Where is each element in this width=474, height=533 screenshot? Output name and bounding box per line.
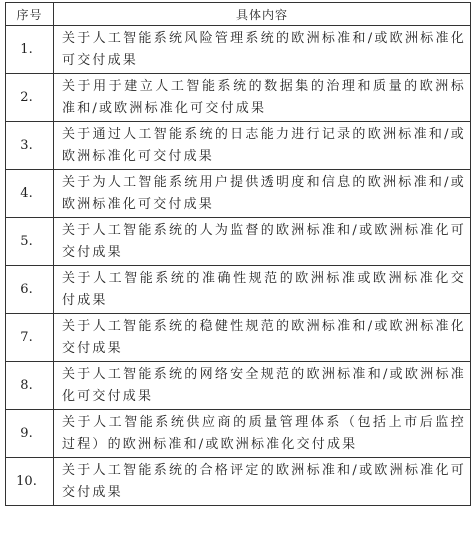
row-number: 1. — [6, 26, 54, 74]
row-number: 2. — [6, 74, 54, 122]
standards-table-container — [5, 2, 470, 506]
row-number: 3. — [6, 122, 54, 170]
row-content: 关于人工智能系统风险管理系统的欧洲标准和/或欧洲标准化可交付成果 — [54, 26, 471, 74]
row-content: 关于用于建立人工智能系统的数据集的治理和质量的欧洲标准和/或欧洲标准化可交付成果 — [54, 74, 471, 122]
table-row — [6, 410, 471, 458]
table-row — [6, 362, 471, 410]
row-number: 9. — [6, 410, 54, 458]
table-row — [6, 74, 471, 122]
table-row — [6, 266, 471, 314]
row-number: 4. — [6, 170, 54, 218]
standards-table — [5, 2, 471, 506]
row-content: 关于人工智能系统的合格评定的欧洲标准和/或欧洲标准化可交付成果 — [54, 458, 471, 506]
table-row — [6, 122, 471, 170]
table-row — [6, 314, 471, 362]
header-content: 具体内容 — [54, 3, 471, 26]
row-number: 5. — [6, 218, 54, 266]
row-number: 7. — [6, 314, 54, 362]
row-content: 关于人工智能系统的人为监督的欧洲标准和/或欧洲标准化可交付成果 — [54, 218, 471, 266]
row-content: 关于人工智能系统的稳健性规范的欧洲标准和/或欧洲标准化交付成果 — [54, 314, 471, 362]
table-row — [6, 218, 471, 266]
row-content: 关于为人工智能系统用户提供透明度和信息的欧洲标准和/或欧洲标准化可交付成果 — [54, 170, 471, 218]
header-number: 序号 — [6, 3, 54, 26]
row-number: 10. — [6, 458, 54, 506]
table-row — [6, 26, 471, 74]
row-number: 8. — [6, 362, 54, 410]
row-number: 6. — [6, 266, 54, 314]
row-content: 关于人工智能系统供应商的质量管理体系（包括上市后监控过程）的欧洲标准和/或欧洲标准化交付成果 — [54, 410, 471, 458]
row-content: 关于人工智能系统的网络安全规范的欧洲标准和/或欧洲标准化可交付成果 — [54, 362, 471, 410]
row-content: 关于通过人工智能系统的日志能力进行记录的欧洲标准和/或欧洲标准化可交付成果 — [54, 122, 471, 170]
table-header-row — [6, 3, 471, 26]
row-content: 关于人工智能系统的准确性规范的欧洲标准或欧洲标准化交付成果 — [54, 266, 471, 314]
table-row — [6, 170, 471, 218]
table-row — [6, 458, 471, 506]
